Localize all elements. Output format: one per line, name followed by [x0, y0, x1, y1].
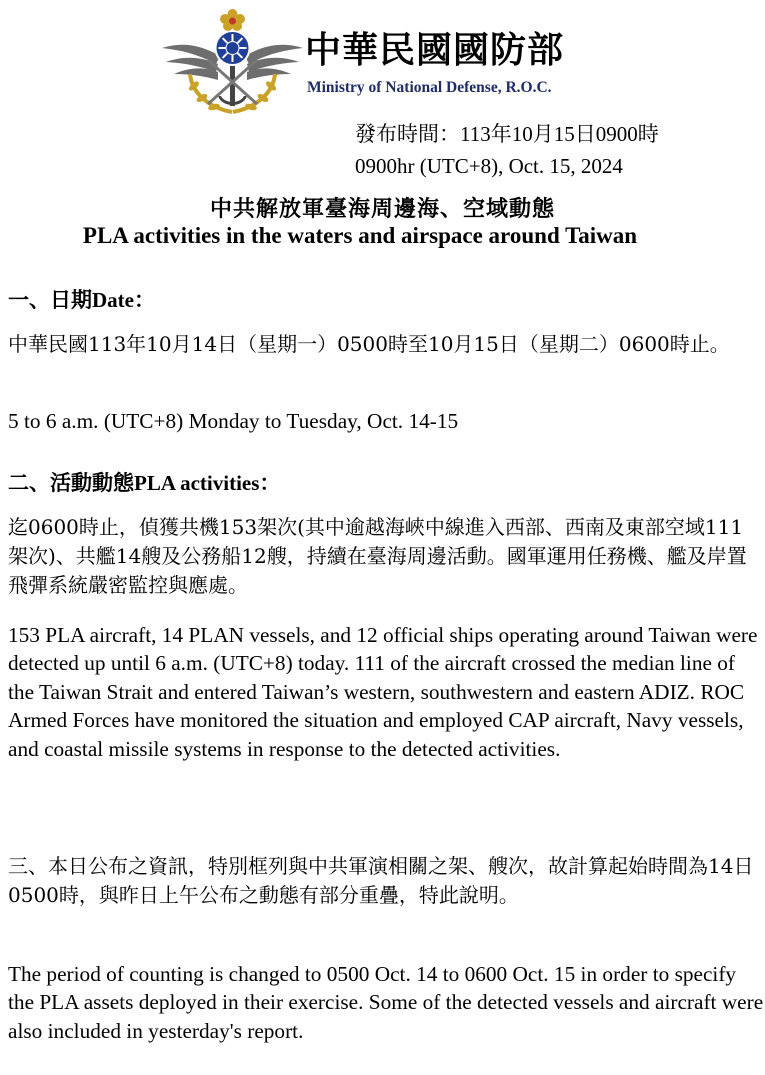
note-paragraph-en: The period of counting is changed to 0500 Oct. 14 to 0600 Oct. 15 in order to specify the PLA assets deployed in their exercise. Some of the detected vessels and aircraft were also included in yesterday's report.	[8, 962, 764, 1043]
activities-paragraph-cn: 迄0600時止，偵獲共機153架次(其中逾越海峽中線進入西部、西南及東部空域111架次)、共艦14艘及公務船12艘，持續在臺海周邊活動。國軍運用任務機、艦及岸置飛彈系統嚴密監控與應處。	[8, 515, 747, 597]
activities-paragraph-en: 153 PLA aircraft, 14 PLAN vessels, and 12 official ships operating around Taiwan were detected up until 6 a.m. (UTC+8) today. 111 of the aircraft crossed the median line of the Taiwan Strait and entered Taiwan’s western, southwestern and eastern ADIZ. ROC Armed Forces have monitored the situation and employed CAP aircraft, Navy vessels, and coastal missile systems in response to the detected activities.	[8, 623, 758, 761]
date-paragraph-cn: 中華民國113年10月14日（星期一）0500時至10月15日（星期二）0600時止。	[8, 332, 730, 356]
org-name-en: Ministry of National Defense, R.O.C.	[307, 79, 552, 96]
release-time-cn: 發布時間：113年10月15日0900時	[355, 122, 659, 146]
title-cn: 中共解放軍臺海周邊海、空域動態	[209, 196, 555, 222]
section-heading-date: 一、日期Date：	[8, 288, 155, 312]
section-heading-activities: 二、活動動態PLA activities：	[8, 471, 281, 495]
title-en: PLA activities in the waters and airspace around Taiwan	[82, 223, 638, 248]
date-paragraph-en: 5 to 6 a.m. (UTC+8) Monday to Tuesday, Oct. 14-15	[8, 409, 459, 433]
note-paragraph-cn: 三、本日公布之資訊，特別框列與中共軍演相關之架、艘次，故計算起始時間為14日0500時，與昨日上午公布之動態有部分重疊，特此說明。	[8, 854, 754, 907]
release-time	[355, 118, 659, 182]
header	[160, 4, 610, 120]
org-name-cn: 中華民國國防部	[305, 29, 565, 71]
mnd-emblem-icon	[160, 4, 305, 120]
release-time-en: 0900hr (UTC+8), Oct. 15, 2024	[355, 154, 623, 178]
